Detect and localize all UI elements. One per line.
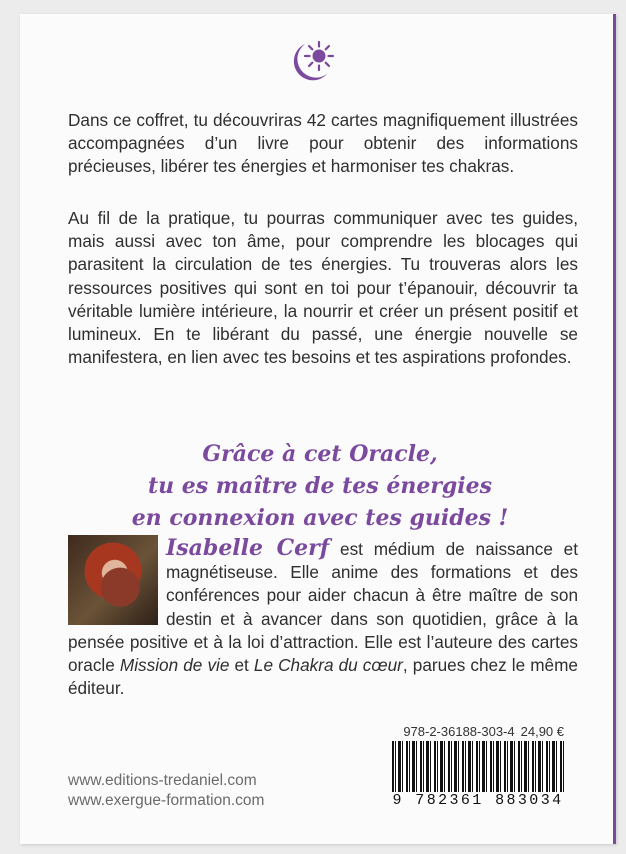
bio-title-1: Mission de vie	[119, 655, 230, 676]
barcode-digits: 9 782361 883034	[380, 792, 576, 809]
description-paragraph: Au fil de la pratique, tu pourras communiquer avec tes guides, mais aussi avec ton âme, pour comprendre les blocages qui parasitent la circulation de tes énergies. Tu trouveras alors les ressources positives qui sont en toi pour t’épanouir, découvrir ta véritable lumière intérieure, la nourrir et créer un présent positif et lumineux. En te libérant du passé, une énergie nouvelle se manifestera, en lien avec tes besoins et tes aspirations profondes.	[68, 208, 578, 368]
slogan-line-1: Grâce à cet Oracle,	[202, 441, 438, 467]
bio-title-2: Le Chakra du cœur	[253, 655, 403, 676]
intro-paragraph: Dans ce coffret, tu découvriras 42 cartes magnifiquement illustrées accompagnées d’un livre pour obtenir des informations précieuses, libérer tes énergies et harmoniser tes chakras.	[68, 110, 578, 177]
cover-edge	[613, 14, 616, 844]
link-editions-tredaniel[interactable]: www.editions-tredaniel.com	[68, 772, 257, 789]
bio-text-2: et	[229, 655, 254, 676]
bio-text-1: est médium de naissance et magnétiseuse. Elle anime des formations et des conférences pour aider chacun à être maître de son destin et à avancer dans son quotidien, grâce à la pensée positive et à la loi d’attraction. Elle est l’auteure des cartes oracle	[68, 539, 579, 676]
slogan	[110, 438, 530, 534]
barcode	[392, 741, 564, 793]
website-links	[68, 771, 264, 811]
bio-text-3: , parues chez le même éditeur.	[68, 655, 578, 699]
book-back-cover	[20, 14, 616, 844]
slogan-line-2: tu es maître de tes énergies	[147, 473, 493, 499]
isbn: 978-2-36188-303-4	[403, 724, 515, 739]
isbn-price	[403, 724, 564, 739]
link-exergue-formation[interactable]: www.exergue-formation.com	[68, 792, 265, 809]
crescent-moon-sun-icon	[283, 38, 339, 86]
author-bio	[68, 537, 578, 700]
price: 24,90 €	[520, 724, 564, 739]
slogan-line-3: en connexion avec tes guides !	[131, 505, 509, 531]
author-name: Isabelle Cerf	[166, 535, 330, 561]
